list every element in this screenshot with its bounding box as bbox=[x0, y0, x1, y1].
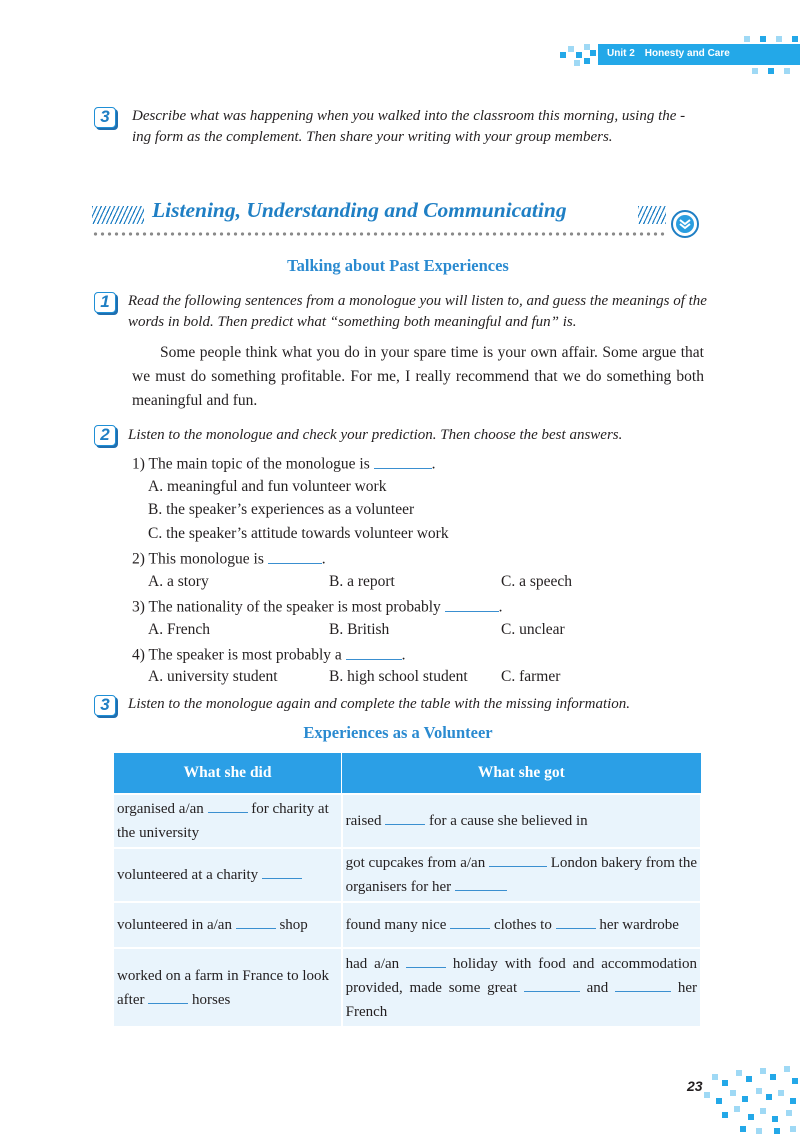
task-number-badge: 2 bbox=[94, 425, 116, 446]
passage: Some people think what you do in your spare time is your own affair. Some argue that we must do something profitable. For me, I really recommend that we do something both meaningful and fun. bbox=[132, 344, 704, 409]
question-stem: 2) This monologue is . bbox=[132, 548, 326, 570]
table-title: Experiences as a Volunteer bbox=[303, 723, 493, 742]
answer-option: B. high school student bbox=[329, 668, 468, 685]
answer-option: B. a report bbox=[329, 573, 395, 590]
answer-option: C. farmer bbox=[501, 668, 561, 685]
running-header bbox=[607, 46, 730, 62]
table-row bbox=[114, 902, 701, 948]
task-number-badge: 3 bbox=[94, 695, 116, 716]
question-stem: 3) The nationality of the speaker is most probably . bbox=[132, 596, 503, 618]
column-header: What she got bbox=[342, 753, 701, 794]
volunteer-table bbox=[114, 753, 702, 1026]
answer-option: A. university student bbox=[148, 668, 278, 685]
task-instruction: Listen to the monologue again and complete the table with the missing information. bbox=[128, 696, 631, 712]
table-cell: volunteered at a charity bbox=[114, 848, 342, 902]
table-header-row bbox=[114, 753, 701, 794]
task-instruction: Listen to the monologue and check your prediction. Then choose the best answers. bbox=[128, 427, 623, 443]
question-stem: 1) The main topic of the monologue is . bbox=[132, 453, 436, 475]
answer-option: B. British bbox=[329, 621, 390, 638]
column-header: What she did bbox=[114, 753, 342, 794]
subsection-title: Talking about Past Experiences bbox=[287, 256, 509, 275]
unit-label: Unit 2 bbox=[607, 48, 635, 59]
dotted-divider bbox=[92, 231, 666, 237]
table-cell: raised for a cause she believed in bbox=[342, 794, 701, 848]
task-instruction bbox=[128, 291, 708, 333]
answer-option: C. a speech bbox=[501, 573, 573, 590]
table-row bbox=[114, 848, 701, 902]
table-cell: volunteered in a/an shop bbox=[114, 902, 342, 948]
task-number-badge: 1 bbox=[94, 292, 116, 313]
heading-hatch-left bbox=[92, 206, 144, 224]
heading-hatch-right bbox=[638, 206, 666, 224]
table-cell: got cupcakes from a/an London bakery from the organisers for her bbox=[342, 848, 701, 902]
table-cell: had a/an holiday with food and accommodation provided, made some great and her French bbox=[342, 948, 701, 1026]
task-number-badge: 3 bbox=[94, 107, 116, 128]
question-stem: 4) The speaker is most probably a . bbox=[132, 644, 406, 666]
task-instruction: Describe what was happening when you walked into the classroom this morning, using the -ing form as the complement. Then share your writing with your group members. bbox=[132, 108, 686, 145]
section-title: Listening, Understanding and Communicating bbox=[152, 198, 567, 222]
answer-option: B. the speaker’s experiences as a volunteer bbox=[148, 501, 415, 518]
answer-option: A. a story bbox=[148, 573, 209, 590]
unit-title: Honesty and Care bbox=[644, 48, 730, 59]
table-row bbox=[114, 948, 701, 1026]
table-cell: worked on a farm in France to look after horses bbox=[114, 948, 342, 1026]
chevron-down-icon bbox=[671, 210, 699, 238]
task-instruction-text: Read the following sentences from a monologue you will listen to, and guess the meanings of the words in bold. Then predict what “something both meaningful and fun” is. bbox=[128, 293, 707, 330]
table-row bbox=[114, 794, 701, 848]
page-number: 23 bbox=[687, 1078, 703, 1094]
answer-option: A. meaningful and fun volunteer work bbox=[148, 478, 387, 495]
table-cell: organised a/an for charity at the university bbox=[114, 794, 342, 848]
answer-option: C. the speaker’s attitude towards volunteer work bbox=[148, 525, 449, 542]
answer-option: A. French bbox=[148, 621, 210, 638]
table-cell: found many nice clothes to her wardrobe bbox=[342, 902, 701, 948]
answer-option: C. unclear bbox=[501, 621, 565, 638]
